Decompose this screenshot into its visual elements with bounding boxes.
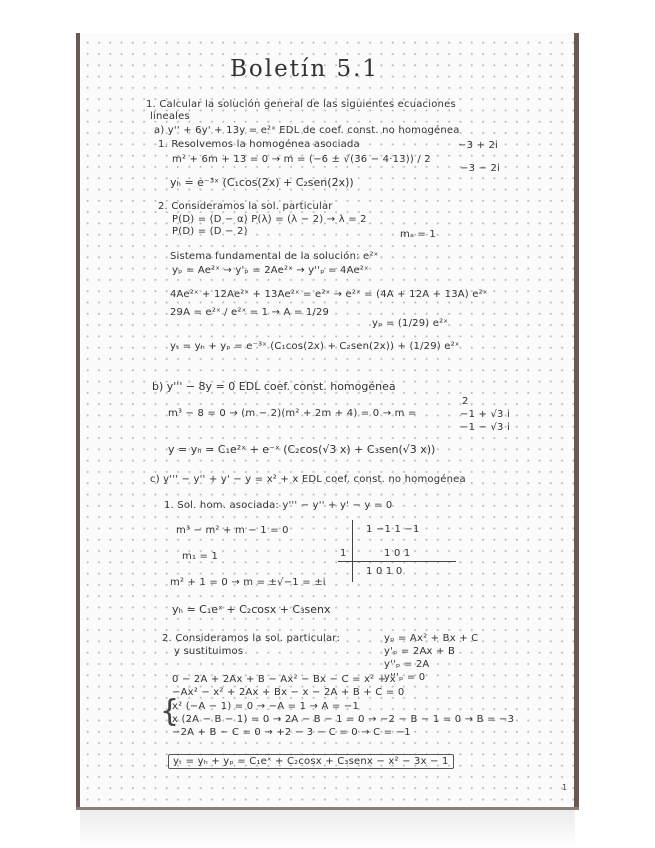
- ruffini-root: 1: [340, 548, 347, 559]
- exercise-a-pd-2: P(D) = (D − 2): [172, 226, 248, 237]
- exercise-c-step1: 1. Sol. hom. asociada: y''' − y'' + y' − y = 0: [164, 500, 393, 511]
- exercise-c-yp-prime: y'ₚ = 2Ax + B: [384, 646, 456, 657]
- exercise-a-characteristic: m² + 6m + 13 = 0 → m = (−6 ± √(36 − 4·13)) / 2: [172, 154, 431, 165]
- intro-line-1: 1. Calcular la solución general de las siguientes ecuaciones: [146, 99, 456, 110]
- exercise-a-multiplicity: mₐ = 1: [400, 229, 436, 240]
- exercise-c-equation-1: 0 − 2A + 2Ax + B − Ax² − Bx − C = x² + x: [172, 674, 396, 685]
- exercise-c-yh: yₕ = C₁eˣ + C₂cosx + C₃senx: [172, 603, 331, 616]
- page-title: Boletín 5.1: [230, 56, 380, 82]
- exercise-b-root-1: 2: [462, 396, 469, 407]
- exercise-c-m1: m₁ = 1: [182, 551, 219, 562]
- exercise-c-system-1: x² (−A − 1) = 0 → −A = 1 → A = −1: [172, 701, 360, 712]
- ruffini-horizontal-line: [338, 561, 456, 562]
- exercise-b-root-3: −1 − √3 i: [460, 422, 510, 433]
- page-left-edge: [76, 33, 80, 809]
- ruffini-vertical-line: [352, 520, 353, 582]
- exercise-a-yp-result: yₚ = (1/29) e²ˣ: [372, 318, 448, 329]
- exercise-a-root-2: −3 − 2i: [460, 163, 501, 174]
- page-number: 1: [562, 783, 568, 792]
- exercise-c-yp-third: y'''ₚ = 0: [384, 672, 426, 683]
- page-shadow: [80, 810, 575, 848]
- exercise-b-root-2: −1 + √3 i: [460, 409, 510, 420]
- exercise-a-fundamental-system: Sistema fundamental de la solución: e²ˣ: [170, 251, 379, 262]
- exercise-c-complex-roots: m² + 1 = 0 → m = ±√−1 = ±i: [170, 577, 326, 588]
- exercise-b-heading: b) y''' − 8y = 0 EDL coef. const. homogénea: [152, 380, 396, 393]
- ruffini-row-products: 1 0 1: [384, 548, 411, 559]
- exercise-a-heading: a) y'' + 6y' + 13y = e²ˣ EDL de coef. const. no homogénea: [154, 125, 460, 136]
- exercise-a-pd-1: P(D) = (D − α) P(λ) = (λ − 2) → λ = 2: [172, 214, 367, 225]
- page-right-edge: [574, 33, 579, 809]
- exercise-c-final-solution: yₜ = yₕ + yₚ = C₁eˣ + C₂cosx + C₃senx − x² − 3x − 1: [168, 754, 454, 769]
- ruffini-row-coefficients: 1 −1 1 −1: [366, 524, 420, 535]
- exercise-c-system-3: −2A + B − C = 0 → +2 − 3 − C = 0 → C = −1: [172, 727, 411, 738]
- exercise-c-equation-2: −Ax² − x² + 2Ax + Bx − x − 2A + B + C = 0: [172, 687, 405, 698]
- exercise-c-characteristic: m³ − m² + m − 1 = 0: [176, 525, 289, 536]
- system-brace: {: [160, 694, 180, 729]
- exercise-b-characteristic: m³ − 8 = 0 → (m − 2)(m² + 2m + 4) = 0 → m =: [168, 408, 417, 419]
- exercise-c-yp-second: y''ₚ = 2A: [384, 659, 430, 670]
- exercise-a-general-solution: yₜ = yₕ + yₚ = e⁻³ˣ (C₁cos(2x) + C₂sen(2x)) + (1/29) e²ˣ: [170, 341, 460, 352]
- exercise-a-substitution: 4Ae²ˣ + 12Ae²ˣ + 13Ae²ˣ = e²ˣ → e²ˣ = (4A + 12A + 13A) e²ˣ: [170, 289, 488, 300]
- exercise-c-system-2: x (2A − B − 1) = 0 → 2A − B − 1 = 0 → −2 − B − 1 = 0 → B = −3: [172, 714, 515, 725]
- exercise-a-root-1: −3 + 2i: [458, 140, 499, 151]
- exercise-c-yp: yₚ = Ax² + Bx + C: [384, 633, 479, 644]
- ruffini-row-result: 1 0 1 0: [366, 566, 403, 577]
- exercise-a-step1: 1. Resolvemos la homogénea asociada: [158, 139, 360, 150]
- exercise-c-substitute: y sustituimos: [174, 646, 244, 657]
- exercise-c-heading: c) y''' − y'' + y' − y = x² + x EDL coef. const. no homogénea: [150, 474, 466, 485]
- intro-line-2: lineales: [150, 111, 190, 122]
- exercise-b-solution: y = yₕ = C₁e²ˣ + e⁻ˣ (C₂cos(√3 x) + C₃sen(√3 x)): [168, 443, 436, 456]
- exercise-c-step2: 2. Consideramos la sol. particular:: [162, 633, 341, 644]
- exercise-a-yp: yₚ = Ae²ˣ → y'ₚ = 2Ae²ˣ → y''ₚ = 4Ae²ˣ: [172, 265, 369, 276]
- exercise-a-step2: 2. Consideramos la sol. particular: [158, 201, 333, 212]
- exercise-a-yh: yₕ = e⁻³ˣ (C₁cos(2x) + C₂sen(2x)): [170, 176, 354, 189]
- exercise-a-coefficient: 29A = e²ˣ / e²ˣ = 1 → A = 1/29: [170, 307, 330, 318]
